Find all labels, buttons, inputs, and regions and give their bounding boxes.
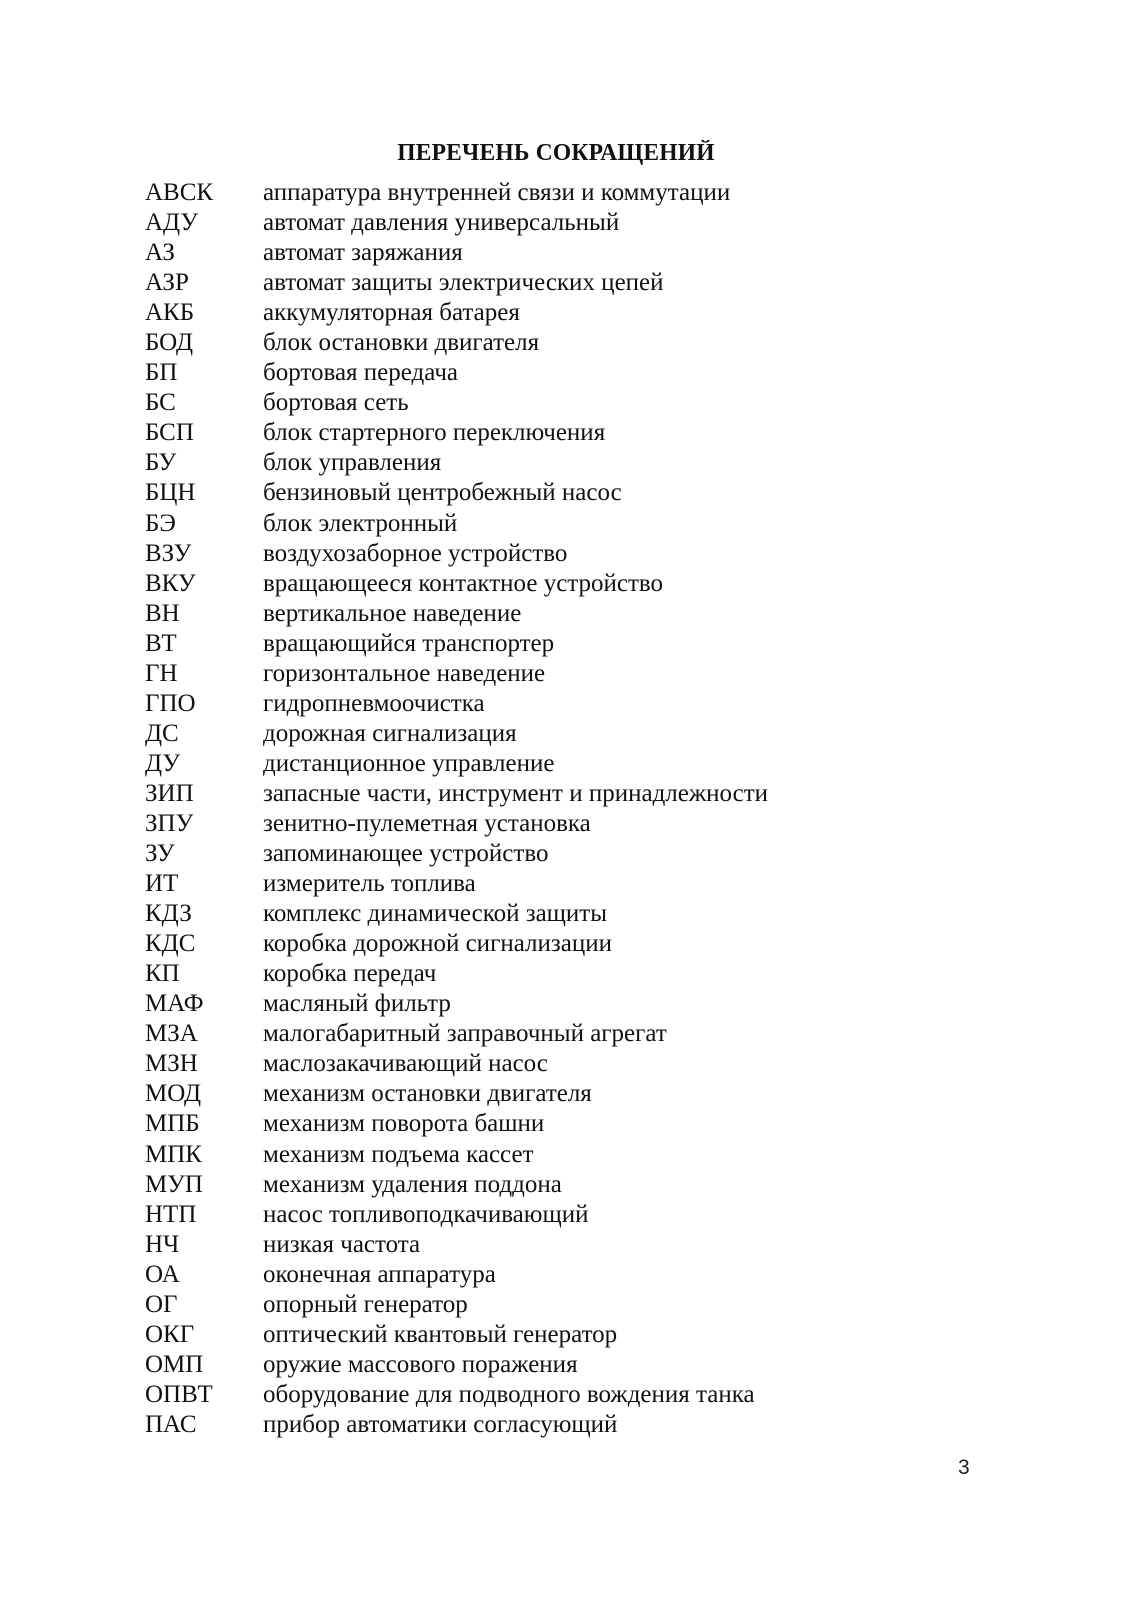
- list-item: [145, 689, 768, 719]
- abbreviation-term: АЗР: [145, 269, 189, 297]
- list-item: [145, 1079, 768, 1109]
- list-item: [145, 1350, 768, 1380]
- abbreviation-definition: оборудование для подводного вождения танка: [263, 1380, 755, 1408]
- abbreviation-definition: автомат защиты электрических цепей: [263, 269, 664, 297]
- list-item: [145, 569, 768, 599]
- list-item: [145, 1049, 768, 1079]
- abbreviation-term: МОД: [145, 1080, 202, 1108]
- abbreviation-definition: оптический квантовый генератор: [263, 1320, 618, 1348]
- abbreviation-term: ОПВТ: [145, 1380, 213, 1408]
- list-item: [145, 328, 768, 358]
- abbreviation-term: БП: [145, 359, 178, 387]
- abbreviation-definition: блок электронный: [263, 509, 458, 537]
- list-item: [145, 659, 768, 689]
- abbreviation-term: ВТ: [145, 629, 177, 657]
- abbreviation-term: МУП: [145, 1170, 203, 1198]
- abbreviation-term: БС: [145, 389, 176, 417]
- abbreviation-definition: вращающийся транспортер: [263, 629, 555, 657]
- list-item: [145, 208, 768, 238]
- abbreviation-term: ДС: [145, 719, 179, 747]
- abbreviation-term: МПК: [145, 1140, 202, 1168]
- abbreviation-definition: механизм удаления поддона: [263, 1170, 562, 1198]
- abbreviation-term: АДУ: [145, 209, 199, 237]
- abbreviation-term: МПБ: [145, 1110, 200, 1138]
- abbreviation-definition: комплекс динамической защиты: [263, 900, 608, 928]
- abbreviation-term: АВСК: [145, 179, 214, 206]
- abbreviation-definition: опорный генератор: [263, 1290, 468, 1318]
- list-item: [145, 719, 768, 749]
- list-item: [145, 1109, 768, 1139]
- abbreviation-term: БУ: [145, 449, 177, 477]
- list-item: [145, 1410, 768, 1440]
- abbreviation-term: ДУ: [145, 749, 181, 777]
- list-item: [145, 1260, 768, 1290]
- list-item: [145, 178, 768, 208]
- abbreviation-definition: прибор автоматики согласующий: [263, 1410, 618, 1438]
- list-item: [145, 509, 768, 539]
- list-item: [145, 839, 768, 869]
- list-item: [145, 298, 768, 328]
- abbreviation-definition: блок стартерного переключения: [263, 419, 606, 447]
- abbreviation-term: ВЗУ: [145, 539, 192, 567]
- abbreviation-definition: механизм остановки двигателя: [263, 1080, 592, 1108]
- abbreviation-term: МЗА: [145, 1020, 198, 1048]
- abbreviation-term: ГН: [145, 659, 178, 687]
- list-item: [145, 448, 768, 478]
- abbreviation-definition: дистанционное управление: [263, 749, 555, 777]
- abbreviation-definition: измеритель топлива: [263, 870, 476, 898]
- abbreviation-definition: блок управления: [263, 449, 442, 477]
- list-item: [145, 1380, 768, 1410]
- abbreviation-definition: вертикальное наведение: [263, 599, 522, 627]
- list-item: [145, 358, 768, 388]
- abbreviation-term: АКБ: [145, 299, 195, 327]
- list-item: [145, 1019, 768, 1049]
- abbreviation-definition: коробка передач: [263, 960, 437, 988]
- abbreviation-definition: автомат давления универсальный: [263, 209, 620, 237]
- abbreviation-term: ПАС: [145, 1410, 197, 1438]
- abbreviation-definition: бортовая передача: [263, 359, 459, 387]
- abbreviation-term: НТП: [145, 1200, 197, 1228]
- abbreviation-term: КДС: [145, 930, 196, 958]
- list-item: [145, 989, 768, 1019]
- list-item: [145, 268, 768, 298]
- abbreviation-definition: оружие массового поражения: [263, 1350, 578, 1378]
- abbreviation-definition: оконечная аппаратура: [263, 1260, 496, 1288]
- abbreviation-list: [145, 178, 768, 1440]
- abbreviation-definition: горизонтальное наведение: [263, 659, 546, 687]
- abbreviation-term: МАФ: [145, 990, 204, 1018]
- page-number: 3: [958, 1456, 970, 1479]
- list-item: [145, 1200, 768, 1230]
- list-item: [145, 539, 768, 569]
- abbreviation-term: ОМП: [145, 1350, 204, 1378]
- abbreviation-definition: масляный фильтр: [263, 990, 451, 1018]
- list-item: [145, 899, 768, 929]
- abbreviation-term: КП: [145, 960, 180, 988]
- abbreviation-term: ЗУ: [145, 840, 175, 868]
- list-item: [145, 749, 768, 779]
- abbreviation-term: ОГ: [145, 1290, 178, 1318]
- abbreviation-definition: насос топливоподкачивающий: [263, 1200, 589, 1228]
- page-title: ПЕРЕЧЕНЬ СОКРАЩЕНИЙ: [397, 140, 715, 167]
- abbreviation-definition: зенитно-пулеметная установка: [263, 809, 591, 837]
- list-item: [145, 599, 768, 629]
- abbreviation-definition: маслозакачивающий насос: [263, 1050, 548, 1078]
- abbreviation-term: ИТ: [145, 870, 179, 898]
- abbreviation-definition: механизм поворота башни: [263, 1110, 545, 1138]
- list-item: [145, 959, 768, 989]
- abbreviation-definition: аккумуляторная батарея: [263, 299, 520, 327]
- abbreviation-term: БОД: [145, 329, 194, 357]
- list-item: [145, 1230, 768, 1260]
- abbreviation-definition: бортовая сеть: [263, 389, 409, 417]
- abbreviation-definition: гидропневмоочистка: [263, 689, 485, 717]
- abbreviation-definition: блок остановки двигателя: [263, 329, 540, 357]
- abbreviation-term: ЗИП: [145, 779, 194, 807]
- abbreviation-term: ГПО: [145, 689, 196, 717]
- list-item: [145, 1170, 768, 1200]
- abbreviation-definition: аппаратура внутренней связи и коммутации: [263, 179, 731, 206]
- abbreviation-definition: дорожная сигнализация: [263, 719, 517, 747]
- abbreviation-definition: низкая частота: [263, 1230, 421, 1258]
- abbreviation-term: БСП: [145, 419, 194, 447]
- abbreviation-definition: вращающееся контактное устройство: [263, 569, 664, 597]
- abbreviation-term: КДЗ: [145, 900, 192, 928]
- list-item: [145, 388, 768, 418]
- abbreviation-definition: запоминающее устройство: [263, 840, 549, 868]
- list-item: [145, 779, 768, 809]
- list-item: [145, 238, 768, 268]
- abbreviation-term: ЗПУ: [145, 809, 194, 837]
- abbreviation-term: МЗН: [145, 1050, 198, 1078]
- abbreviation-definition: воздухозаборное устройство: [263, 539, 568, 567]
- list-item: [145, 1320, 768, 1350]
- list-item: [145, 629, 768, 659]
- abbreviation-definition: малогабаритный заправочный агрегат: [263, 1020, 667, 1048]
- abbreviation-definition: бензиновый центробежный насос: [263, 479, 622, 507]
- abbreviation-term: ВКУ: [145, 569, 196, 597]
- abbreviation-definition: механизм подъема кассет: [263, 1140, 534, 1168]
- list-item: [145, 869, 768, 899]
- list-item: [145, 478, 768, 508]
- abbreviation-term: БЦН: [145, 479, 196, 507]
- abbreviation-term: АЗ: [145, 239, 175, 267]
- abbreviation-term: НЧ: [145, 1230, 180, 1258]
- abbreviation-term: ОА: [145, 1260, 180, 1288]
- list-item: [145, 929, 768, 959]
- abbreviation-definition: коробка дорожной сигнализации: [263, 930, 612, 958]
- list-item: [145, 1290, 768, 1320]
- abbreviation-term: ВН: [145, 599, 180, 627]
- abbreviation-definition: запасные части, инструмент и принадлежности: [263, 779, 769, 807]
- list-item: [145, 809, 768, 839]
- abbreviation-definition: автомат заряжания: [263, 239, 463, 267]
- abbreviation-term: ОКГ: [145, 1320, 195, 1348]
- list-item: [145, 418, 768, 448]
- abbreviation-term: БЭ: [145, 509, 176, 537]
- list-item: [145, 1140, 768, 1170]
